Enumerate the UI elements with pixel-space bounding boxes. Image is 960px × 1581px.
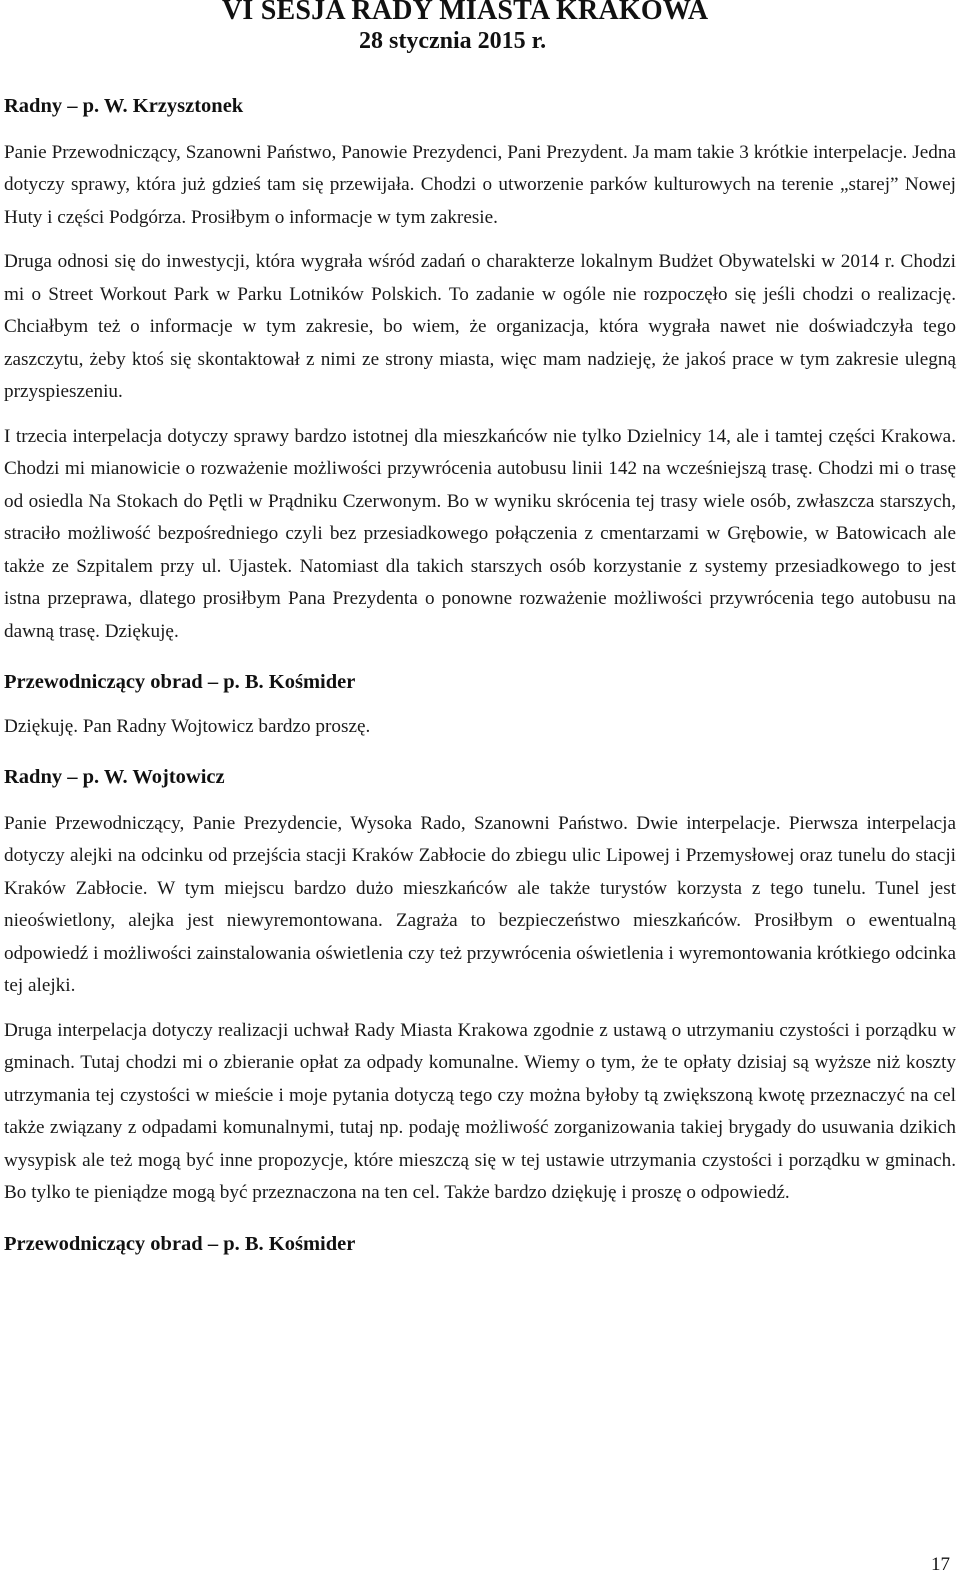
- speech-paragraph: Panie Przewodniczący, Panie Prezydencie, Wysoka Rado, Szanowni Państwo. Dwie interpelacje. Pierwsza interpelacja dotyczy alejki na odcinku od przejścia stacji Kraków Zabłocie do zbiegu ulic Lipowej i Przemysłowej oraz tunelu do stacji Kraków Zabłocie. W tym miejscu bardzo dużo mieszkańców ale także turystów korzysta z tego tunelu. Tunel jest nieoświetlony, alejka jest niewyremontowana. Zagraża to bezpieczeństwo mieszkańców. Prosiłbym o ewentualną odpowiedź i możliwości zainstalowania oświetlenia czy też przywrócenia oświetlenia i wyremontowania krótkiego odcinka tej alejki.: [4, 812, 956, 996]
- speech-paragraph: Panie Przewodniczący, Szanowni Państwo, Panowie Prezydenci, Pani Prezydent. Ja mam takie 3 krótkie interpelacje. Jedna dotyczy sprawy, która już gdzieś tam się przewijała. Chodzi o utworzenie parków kulturowych na terenie „starej” Nowej Huty i części Podgórza. Prosiłbym o informacje w tym zakresie.: [4, 141, 956, 228]
- speech-paragraph: Druga odnosi się do inwestycji, która wygrała wśród zadań o charakterze lokalnym Budżet Obywatelski w 2014 r. Chodzi mi o Street Workout Park w Parku Lotników Polskich. To zadanie w ogóle nie rozpoczęło się jeśli chodzi o realizację. Chciałbym też o informacje w tym zakresie, bo wiem, że organizacja, która wygrała nawet nie doświadczyła tego zaszczytu, żeby ktoś się skontaktował z nimi ze strony miasta, więc mam nadzieję, że jakoś prace w tym zakresie ulegną przyspieszeniu.: [4, 251, 956, 402]
- transcript-body: [4, 90, 956, 1260]
- speaker-heading: Przewodniczący obrad – p. B. Kośmider: [4, 1232, 356, 1255]
- document-header: [222, 0, 762, 56]
- speech-paragraph: Druga interpelacja dotyczy realizacji uchwał Rady Miasta Krakowa zgodnie z ustawą o utrzymaniu czystości i porządku w gminach. Tutaj chodzi mi o zbieranie opłat za odpady komunalne. Wiemy o tym, że te opłaty dzisiaj są wyższe niż koszty utrzymania tej czystości w mieście i moje pytania dotyczą tego czy można byłoby tą zwiększoną kwotę przeznaczyć na cel także związany z odpadami komunalnymi, tutaj np. podaję możliwość zorganizowania takiej brygady do usuwania dzikich wysypisk ale też mogą być inne propozycje, które mieszczą się w tej ustawie utrzymania czystości i porządku w gminach. Bo tylko te pieniądze mogą być przeznaczona na ten cel. Także bardzo dziękuję i proszę o odpowiedź.: [4, 1019, 956, 1203]
- page-number: 17: [931, 1554, 950, 1575]
- session-title: VI SESJA RADY MIASTA KRAKOWA: [222, 0, 709, 26]
- speaker-heading: Radny – p. W. Krzysztonek: [4, 95, 244, 117]
- speech-paragraph: Dziękuję. Pan Radny Wojtowicz bardzo proszę.: [4, 715, 371, 737]
- speaker-heading: Radny – p. W. Wojtowicz: [4, 766, 225, 788]
- speaker-heading: Przewodniczący obrad – p. B. Kośmider: [4, 671, 356, 693]
- session-date: 28 stycznia 2015 r.: [359, 28, 547, 54]
- speech-paragraph: I trzecia interpelacja dotyczy sprawy bardzo istotnej dla mieszkańców nie tylko Dzielnicy 14, ale i tamtej części Krakowa. Chodzi mi mianowicie o rozważenie możliwości przywrócenia autobusu linii 142 na wcześniejszą trasę. Chodzi mi o trasę od osiedla Na Stokach do Pętli w Prądniku Czerwonym. Bo w wyniku skrócenia tej trasy wiele osób, zwłaszcza starszych, straciło możliwość bezpośredniego czyli bez przesiadkowego połączenia z cmentarzami w Grębowie, w Batowicach ale także ze Szpitalem przy ul. Ujastek. Natomiast dla takich starszych osób korzystanie z systemy przesiadkowego to jest istna przeprawa, dlatego prosiłbym Pana Prezydenta o ponowne rozważenie możliwości przywrócenia tego autobusu na dawną trasę. Dziękuję.: [4, 425, 956, 642]
